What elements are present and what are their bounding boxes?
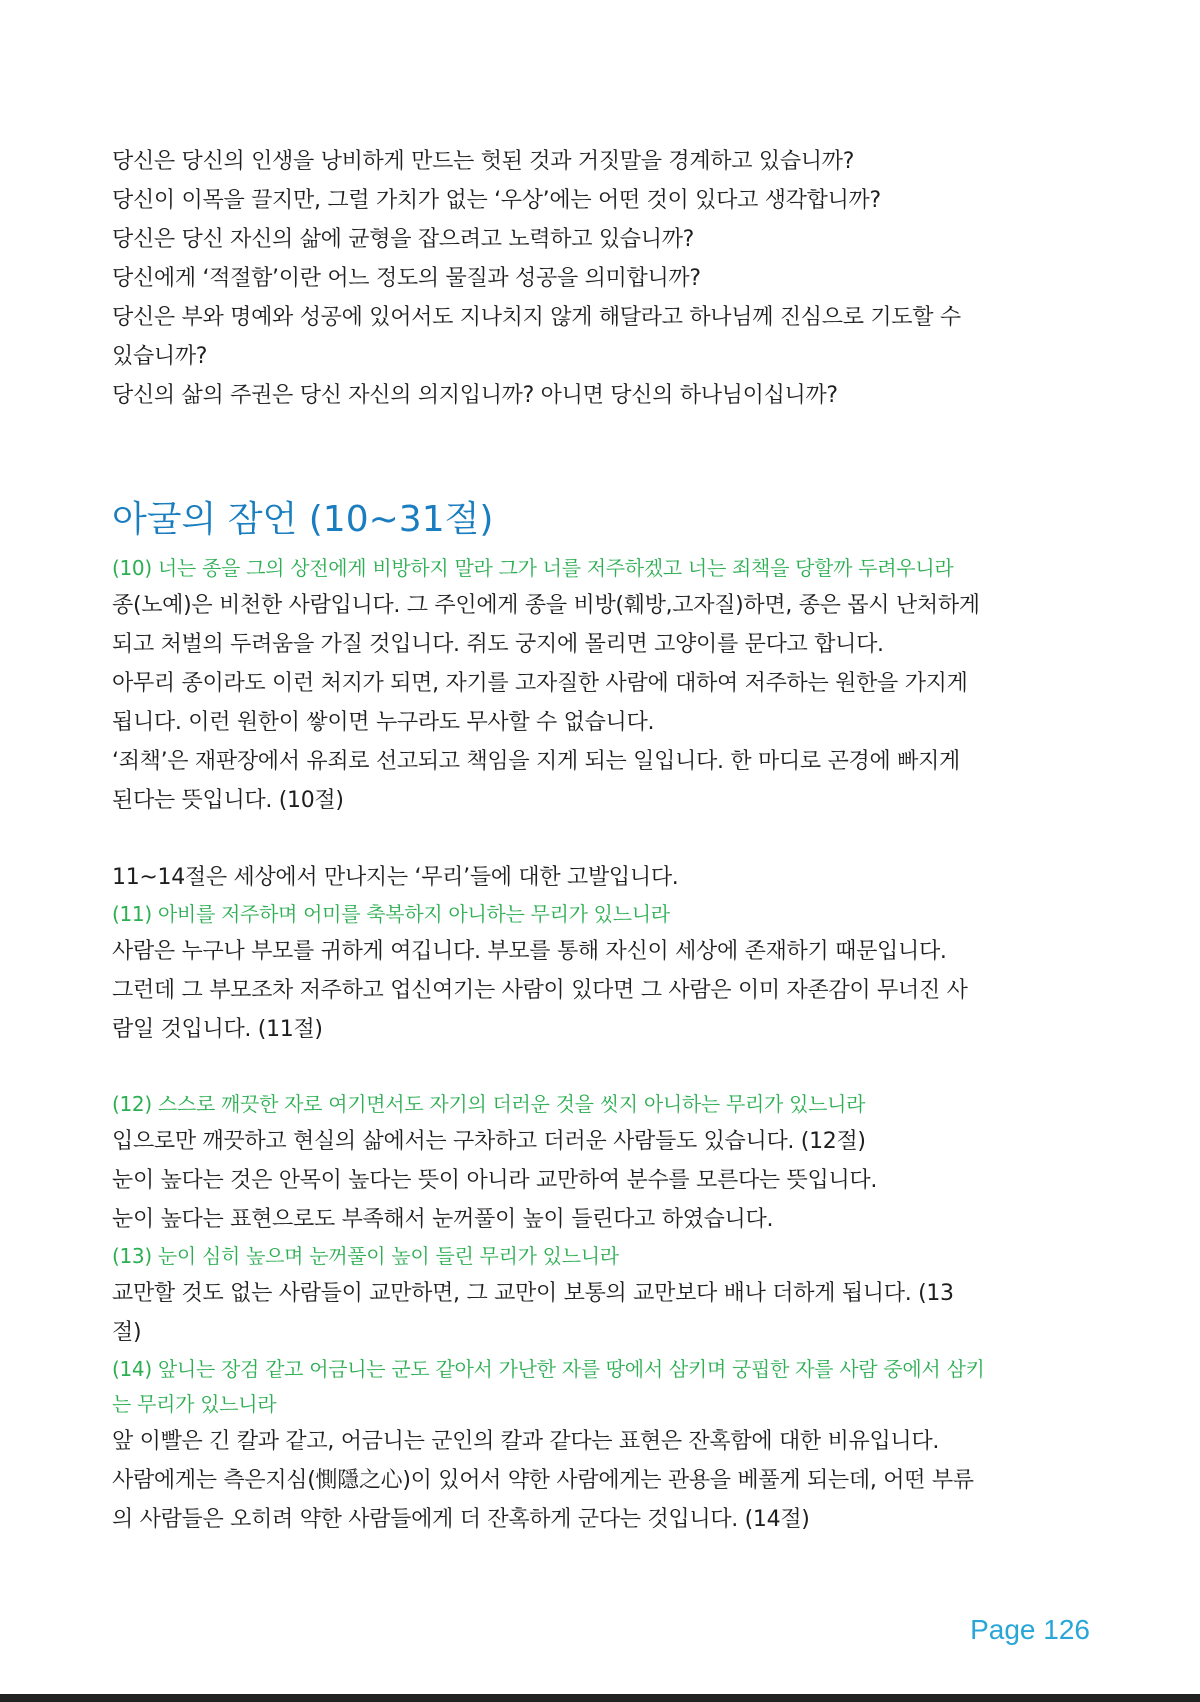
commentary-line: 그런데 그 부모조차 저주하고 업신여기는 사람이 있다면 그 사람은 이미 자존감이 무너진 사 <box>112 978 968 1003</box>
commentary-line: 교만할 것도 없는 사람들이 교만하면, 그 교만이 보통의 교만보다 배나 더하게 됩니다. (13 <box>112 1281 954 1306</box>
scripture-verse: (12) 스스로 깨끗한 자로 여기면서도 자기의 더러운 것을 씻지 아니하는 무리가 있느니라 <box>112 1092 866 1116</box>
commentary-line: 사람은 누구나 부모를 귀하게 여깁니다. 부모를 통해 자신이 세상에 존재하기 때문입니다. <box>112 939 947 964</box>
commentary-line: 사람에게는 측은지심(惻隱之心)이 있어서 약한 사람에게는 관용을 베풀게 되는데, 어떤 부류 <box>112 1468 974 1493</box>
question-line: 당신은 부와 명예와 성공에 있어서도 지나치지 않게 해달라고 하나님께 진심으로 기도할 수 <box>112 305 961 330</box>
question-line: 당신은 당신의 인생을 낭비하게 만드는 헛된 것과 거짓말을 경계하고 있습니까? <box>112 149 855 174</box>
commentary-line: ‘죄책’은 재판장에서 유죄로 선고되고 책임을 지게 되는 일입니다. 한 마디로 곤경에 빠지게 <box>112 749 960 774</box>
document-page <box>112 142 1102 1539</box>
question-line: 당신에게 ‘적절함’이란 어느 정도의 물질과 성공을 의미합니까? <box>112 266 701 291</box>
commentary-line: 눈이 높다는 것은 안목이 높다는 뜻이 아니라 교만하여 분수를 모른다는 뜻입니다. <box>112 1168 878 1193</box>
question-line: 당신의 삶의 주권은 당신 자신의 의지입니까? 아니면 당신의 하나님이십니까? <box>112 383 838 408</box>
scripture-verse: (13) 눈이 심히 높으며 눈꺼풀이 높이 들린 무리가 있느니라 <box>112 1244 619 1268</box>
commentary-line: 앞 이빨은 긴 칼과 같고, 어금니는 군인의 칼과 같다는 표현은 잔혹함에 대한 비유입니다. <box>112 1429 940 1454</box>
commentary-line: 절) <box>112 1320 142 1345</box>
commentary-line: 입으로만 깨끗하고 현실의 삶에서는 구차하고 더러운 사람들도 있습니다. (12절) <box>112 1129 866 1154</box>
page-number: Page 126 <box>970 1614 1090 1645</box>
commentary-block-10 <box>112 551 1102 820</box>
section-intro: 11~14절은 세상에서 만나지는 ‘무리’들에 대한 고발입니다. <box>112 865 679 890</box>
scripture-verse: (10) 너는 종을 그의 상전에게 비방하지 말라 그가 너를 저주하겠고 너는 죄책을 당할까 두려우니라 <box>112 556 954 580</box>
question-line: 당신은 당신 자신의 삶에 균형을 잡으려고 노력하고 있습니까? <box>112 227 695 252</box>
commentary-line: 눈이 높다는 표현으로도 부족해서 눈꺼풀이 높이 들린다고 하였습니다. <box>112 1207 774 1232</box>
scripture-verse: 는 무리가 있느니라 <box>112 1392 277 1416</box>
commentary-block-13 <box>112 1239 1102 1352</box>
reflection-questions <box>112 142 1102 415</box>
commentary-block-11 <box>112 858 1102 1049</box>
question-line: 있습니까? <box>112 344 208 369</box>
commentary-line: 의 사람들은 오히려 약한 사람들에게 더 잔혹하게 군다는 것입니다. (14절) <box>112 1507 810 1532</box>
commentary-line: 된다는 뜻입니다. (10절) <box>112 788 344 813</box>
commentary-block-12 <box>112 1087 1102 1239</box>
scripture-verse: (11) 아비를 저주하며 어미를 축복하지 아니하는 무리가 있느니라 <box>112 902 670 926</box>
commentary-line: 람일 것입니다. (11절) <box>112 1017 323 1042</box>
commentary-line: 됩니다. 이런 원한이 쌓이면 누구라도 무사할 수 없습니다. <box>112 710 655 735</box>
commentary-block-14 <box>112 1352 1102 1539</box>
question-line: 당신이 이목을 끌지만, 그럴 가치가 없는 ‘우상’에는 어떤 것이 있다고 생각합니까? <box>112 188 881 213</box>
section-heading: 아굴의 잠언 (10~31절) <box>112 499 494 540</box>
scripture-verse: (14) 앞니는 장검 같고 어금니는 군도 같아서 가난한 자를 땅에서 삼키며 궁핍한 자를 사람 중에서 삼키 <box>112 1357 985 1381</box>
commentary-line: 아무리 종이라도 이런 처지가 되면, 자기를 고자질한 사람에 대하여 저주하는 원한을 가지게 <box>112 671 968 696</box>
bottom-divider <box>0 1694 1200 1702</box>
commentary-line: 되고 처벌의 두려움을 가질 것입니다. 쥐도 궁지에 몰리면 고양이를 문다고 합니다. <box>112 632 884 657</box>
commentary-line: 종(노예)은 비천한 사람입니다. 그 주인에게 종을 비방(훼방,고자질)하면, 종은 몹시 난처하게 <box>112 593 980 618</box>
